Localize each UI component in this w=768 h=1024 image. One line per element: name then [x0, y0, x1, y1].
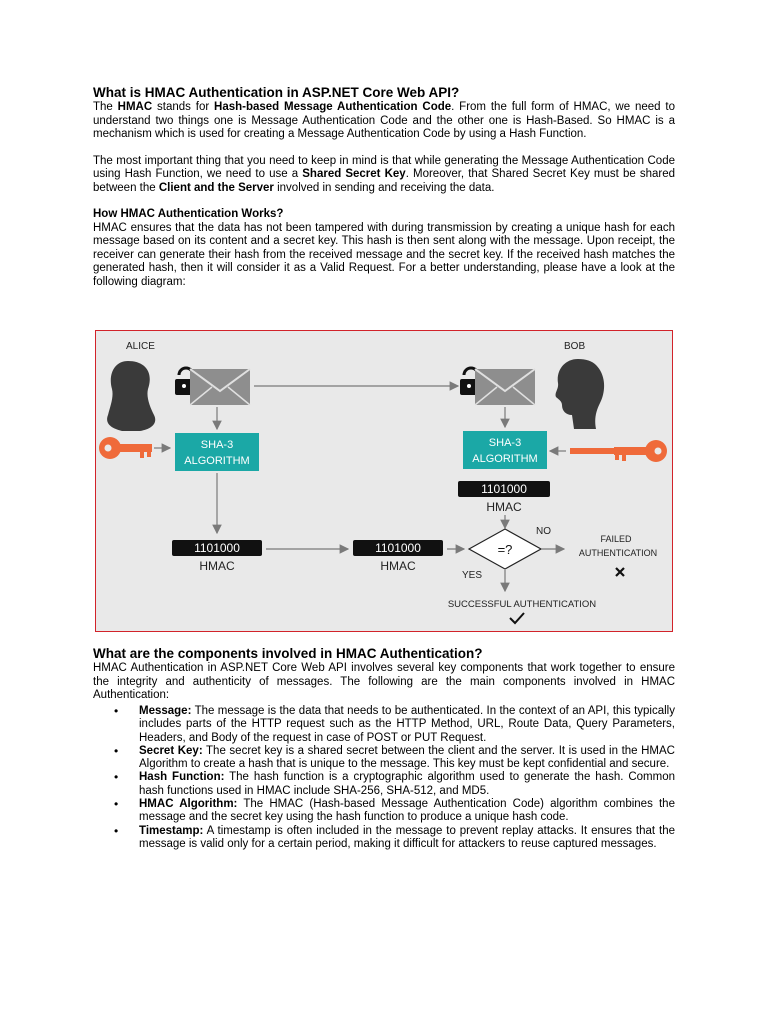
how-it-works-paragraph: HMAC ensures that the data has not been tampered with during transmission by creating a unique hash for each message based on its content and a secret key. This hash is then sent along with the message. Upon receipt, the receiver can generate their hash from the received message and the secret key. If the received hash matches the generated hash, then it will consider it as a Valid Request. For a better understanding, please have a look at the following diagram:: [93, 221, 675, 288]
svg-text:HMAC: HMAC: [380, 559, 416, 573]
cross-icon: [616, 568, 624, 576]
compare-diamond: [469, 529, 541, 569]
shared-key-paragraph: The most important thing that you need to keep in mind is that while generating the Message Authentication Code using Hash Function, we need to use a Shared Secret Key. Moreover, that Shared Secret Key must be shared between the Client and the Server involved in sending and receiving the data.: [93, 154, 676, 194]
yes-label: YES: [462, 570, 483, 581]
list-item: • Hash Function: The hash function is a cryptographic algorithm used to generate the hash. Common hash functions used in HMAC include SHA-256, SHA-512, and MD5.: [93, 771, 675, 798]
list-item: • Secret Key: The secret key is a shared secret between the client and the server. It is used in the HMAC Algorithm to create a hash that is unique to the message. This key must be kept confidential and secure.: [93, 745, 675, 772]
components-intro: HMAC Authentication in ASP.NET Core Web API involves several key components that work together to ensure the integrity and authenticity of messages. The following are the main components involved in HMAC Authentication:: [93, 662, 675, 701]
alice-label: ALICE: [126, 341, 155, 352]
received-hash-badge: [353, 540, 443, 573]
alice-hash-badge: [172, 540, 262, 573]
svg-text:SHA-3: SHA-3: [200, 439, 234, 451]
svg-text:HMAC: HMAC: [199, 559, 235, 573]
svg-text:ALGORITHM: ALGORITHM: [184, 455, 250, 467]
article-top: [93, 84, 675, 289]
list-item: • HMAC Algorithm: The HMAC (Hash-based Message Authentication Code) algorithm combines the message and the secret key using the hash function to produce a unique hash code.: [93, 798, 675, 825]
svg-text:HMAC: HMAC: [486, 500, 522, 514]
svg-text:=?: =?: [497, 542, 513, 557]
checkmark-icon: [510, 613, 524, 623]
components-heading: What are the components involved in HMAC Authentication?: [93, 646, 483, 661]
bob-envelope-icon: [475, 369, 535, 405]
failed-label-2: AUTHENTICATION: [578, 548, 658, 558]
page-title: What is HMAC Authentication in ASP.NET Core Web API?: [93, 85, 460, 100]
svg-text:1101000: 1101000: [481, 482, 527, 496]
alice-algorithm-box: [175, 433, 259, 471]
section-subheading: How HMAC Authentication Works?: [93, 208, 284, 220]
svg-text:ALGORITHM: ALGORITHM: [472, 453, 538, 465]
alice-envelope-icon: [190, 369, 250, 405]
alice-person-silhouette-icon: [107, 361, 155, 431]
bob-key-icon: [570, 440, 667, 462]
no-label: NO: [536, 526, 551, 537]
alice-key-icon: [99, 437, 152, 459]
svg-text:1101000: 1101000: [194, 541, 240, 555]
list-item: • Message: The message is the data that needs to be authenticated. In the context of an API, this typically includes parts of the HTTP request such as the HTTP Method, URL, Route Data, Query Parameters, Headers, and Body of the request in case of POST or PUT Request.: [93, 705, 675, 745]
list-item: • Timestamp: A timestamp is often included in the message to prevent replay attacks. It ensures that the message is valid only for a certain period, making it difficult for attackers to reuse captured messages.: [93, 825, 675, 852]
bob-hash-badge: [458, 481, 550, 514]
failed-label-1: FAILED: [600, 534, 632, 544]
svg-text:1101000: 1101000: [375, 541, 421, 555]
svg-text:SHA-3: SHA-3: [488, 437, 522, 449]
intro-paragraph: The HMAC stands for Hash-based Message Authentication Code. From the full form of HMAC, we need to understand two things one is Message Authentication Code and the other one is Hash-Based. So HMAC is a mechanism which is used for creating a Message Authentication Code by using a Hash Function.: [93, 101, 675, 140]
bob-label: BOB: [564, 341, 586, 352]
hmac-diagram: [95, 330, 673, 632]
bob-person-silhouette-icon: [556, 359, 605, 429]
bob-algorithm-box: [463, 431, 547, 469]
components-list: [93, 705, 675, 851]
success-label: SUCCESSFUL AUTHENTICATION: [447, 599, 597, 610]
